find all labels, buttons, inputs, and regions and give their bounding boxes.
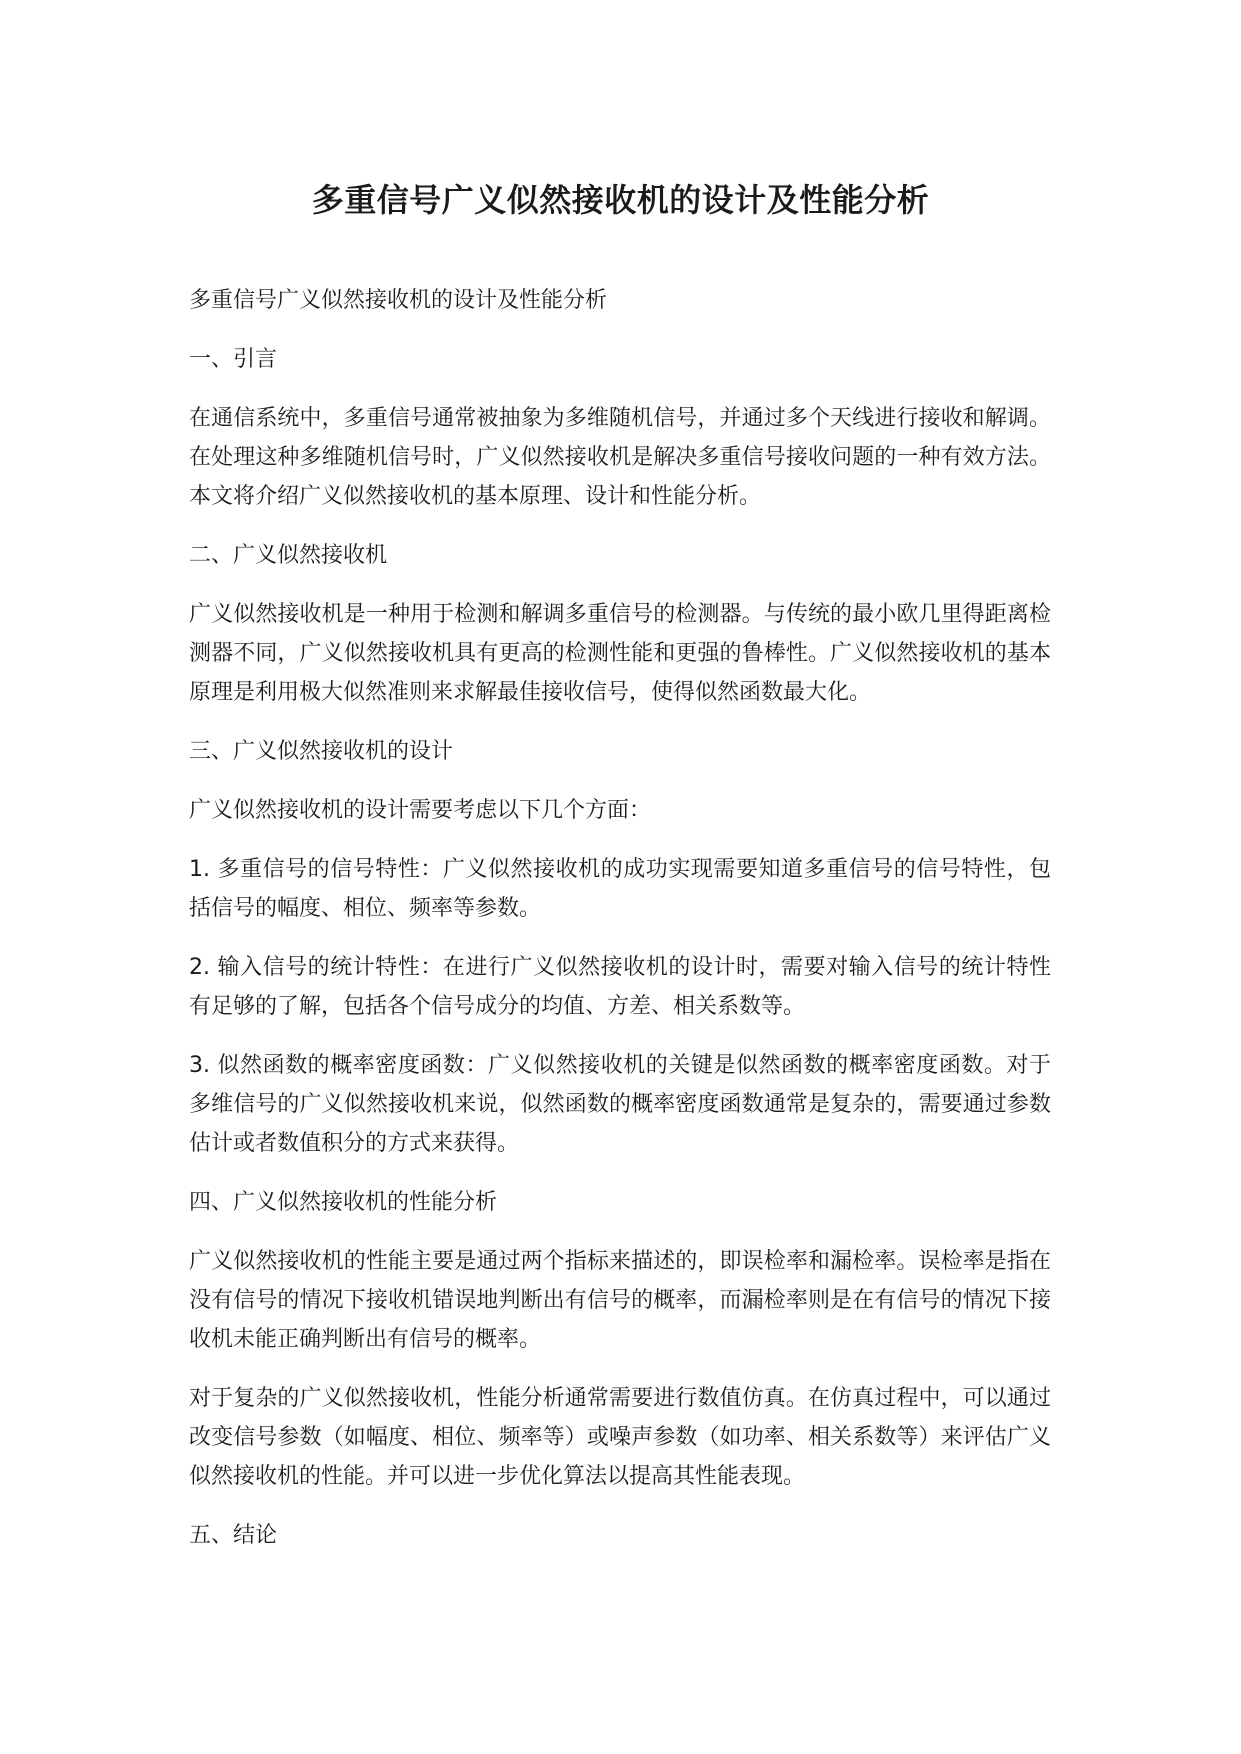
subtitle-paragraph: 多重信号广义似然接收机的设计及性能分析 <box>189 288 608 313</box>
section-heading-performance: 四、广义似然接收机的性能分析 <box>189 1190 498 1215</box>
list-item: 1. 多重信号的信号特性：广义似然接收机的成功实现需要知道多重信号的信号特性，包括信号的幅度、相位、频率等参数。 <box>189 857 1051 921</box>
body-paragraph: 在通信系统中，多重信号通常被抽象为多维随机信号，并通过多个天线进行接收和解调。在处理这种多维随机信号时，广义似然接收机是解决多重信号接收问题的一种有效方法。本文将介绍广义似然接收机的基本原理、设计和性能分析。 <box>189 406 1051 509</box>
section-heading-design: 三、广义似然接收机的设计 <box>189 739 454 764</box>
document-body <box>189 281 1051 1575</box>
body-paragraph: 广义似然接收机的设计需要考虑以下几个方面： <box>189 798 652 823</box>
body-paragraph: 广义似然接收机的性能主要是通过两个指标来描述的，即误检率和漏检率。误检率是指在没有信号的情况下接收机错误地判断出有信号的概率，而漏检率则是在有信号的情况下接收机未能正确判断出有信号的概率。 <box>189 1249 1051 1352</box>
document-title: 多重信号广义似然接收机的设计及性能分析 <box>311 181 930 219</box>
section-heading-introduction: 一、引言 <box>189 347 278 372</box>
list-item: 3. 似然函数的概率密度函数：广义似然接收机的关键是似然函数的概率密度函数。对于多维信号的广义似然接收机来说，似然函数的概率密度函数通常是复杂的，需要通过参数估计或者数值积分的方式来获得。 <box>189 1053 1051 1156</box>
list-item: 2. 输入信号的统计特性：在进行广义似然接收机的设计时，需要对输入信号的统计特性有足够的了解，包括各个信号成分的均值、方差、相关系数等。 <box>189 955 1051 1019</box>
section-heading-conclusion: 五、结论 <box>189 1523 278 1548</box>
section-heading-glrt-receiver: 二、广义似然接收机 <box>189 543 388 568</box>
body-paragraph: 对于复杂的广义似然接收机，性能分析通常需要进行数值仿真。在仿真过程中，可以通过改变信号参数（如幅度、相位、频率等）或噪声参数（如功率、相关系数等）来评估广义似然接收机的性能。并可以进一步优化算法以提高其性能表现。 <box>189 1386 1051 1489</box>
body-paragraph: 广义似然接收机是一种用于检测和解调多重信号的检测器。与传统的最小欧几里得距离检测器不同，广义似然接收机具有更高的检测性能和更强的鲁棒性。广义似然接收机的基本原理是利用极大似然准则来求解最佳接收信号，使得似然函数最大化。 <box>189 602 1051 705</box>
